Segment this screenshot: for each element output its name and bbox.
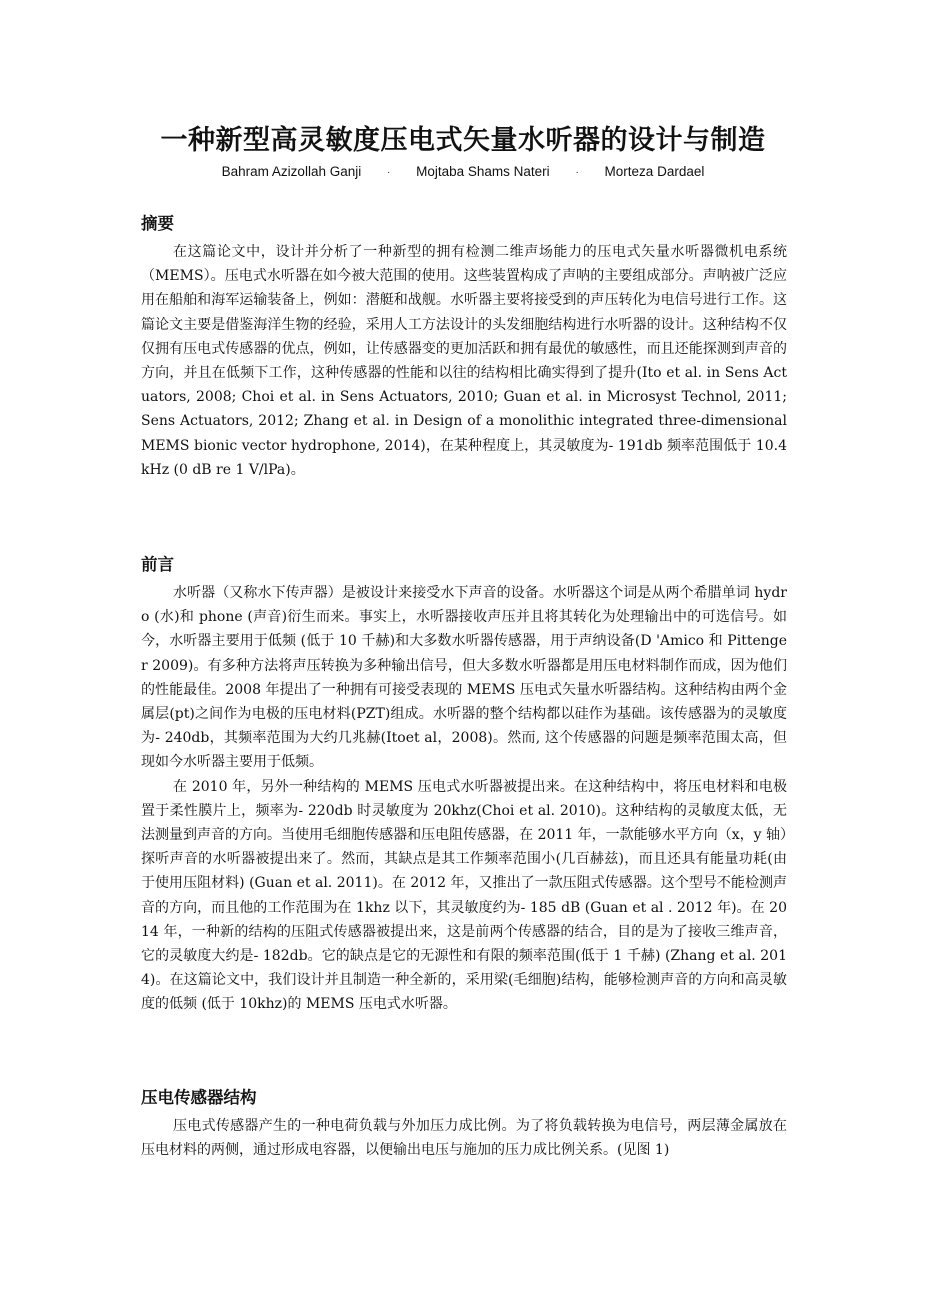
paper-title: 一种新型高灵敏度压电式矢量水听器的设计与制造	[160, 125, 766, 156]
body-paragraph: 水听器（又称水下传声器）是被设计来接受水下声音的设备。水听器这个词是从两个希腊单词 hydro (水)和 phone (声音)衍生而来。事实上，水听器接收声压并且将其转化为处理输出中的可选信号。如今，水听器主要用于低频 (低于 10 千赫)和大多数水听器传感器，用于声纳设备(D 'Amico 和 Pittenger 2009)。有多种方法将声压转换为多种输出信号，但大多数水听器都是用压电材料制作而成，因为他们的性能最佳。2008 年提出了一种拥有可接受表现的 MEMS 压电式矢量水听器结构。这种结构由两个金属层(pt)之间作为电极的压电材料(PZT)组成。水听器的整个结构都以硅作为基础。该传感器为的灵敏度为- 240db，其频率范围为大约几兆赫(Itoet al，2008)。然而, 这个传感器的问题是频率范围太高，但现如今水听器主要用于低频。	[141, 585, 787, 771]
author-separator: ·	[575, 166, 579, 178]
section-heading: 前言	[141, 555, 174, 574]
author-name: Bahram Azizollah Ganji	[221, 164, 362, 179]
abstract-section	[141, 210, 787, 482]
section-heading: 摘要	[141, 214, 174, 233]
author-list	[0, 164, 926, 179]
author-separator: ·	[387, 166, 391, 178]
body-paragraph: 压电式传感器产生的一种电荷负载与外加压力成比例。为了将负载转换为电信号，两层薄金属放在压电材料的两侧，通过形成电容器，以便输出电压与施加的压力成比例关系。(见图 1)	[141, 1118, 787, 1159]
author-name: Morteza Dardael	[604, 164, 705, 179]
introduction-section	[141, 551, 787, 1017]
abstract-paragraph: 在这篇论文中，设计并分析了一种新型的拥有检测二维声场能力的压电式矢量水听器微机电系统（MEMS）。压电式水听器在如今被大范围的使用。这些装置构成了声呐的主要组成部分。声呐被广泛应用在船舶和海军运输装备上，例如：潜艇和战舰。水听器主要将接受到的声压转化为电信号进行工作。这篇论文主要是借鉴海洋生物的经验，采用人工方法设计的头发细胞结构进行水听器的设计。这种结构不仅仅拥有压电式传感器的优点，例如，让传感器变的更加活跃和拥有最优的敏感性，而且还能探测到声音的方向，并且在低频下工作，这种传感器的性能和以往的结构相比确实得到了提升(Ito et al. in Sens Actuators, 2008; Choi et al. in Sens Actuators, 2010; Guan et al. in Microsyst Technol, 2011; Sens Actuators, 2012; Zhang et al. in Design of a monolithic integrated three-dimensional MEMS bionic vector hydrophone, 2014)，在某种程度上，其灵敏度为- 191db 频率范围低于 10.4 kHz (0 dB re 1 V/lPa)。	[141, 244, 787, 478]
piezo-structure-section	[141, 1084, 787, 1162]
section-heading: 压电传感器结构	[141, 1088, 257, 1107]
body-paragraph: 在 2010 年，另外一种结构的 MEMS 压电式水听器被提出来。在这种结构中，将压电材料和电极置于柔性膜片上，频率为- 220db 时灵敏度为 20khz(Choi et al. 2010)。这种结构的灵敏度太低，无法测量到声音的方向。当使用毛细胞传感器和压电阻传感器，在 2011 年，一款能够水平方向（x，y 轴）探听声音的水听器被提出来了。然而，其缺点是其工作频率范围小(几百赫兹)，而且还具有能量功耗(由于使用压阻材料) (Guan et al. 2011)。在 2012 年，又推出了一款压阻式传感器。这个型号不能检测声音的方向，而且他的工作范围为在 1khz 以下，其灵敏度约为- 185 dB (Guan et al . 2012 年)。在 2014 年，一种新的结构的压阻式传感器被提出来，这是前两个传感器的结合，目的是为了接收三维声音，它的灵敏度大约是- 182db。它的缺点是它的无源性和有限的频率范围(低于 1 千赫) (Zhang et al. 2014)。在这篇论文中，我们设计并且制造一种全新的，采用梁(毛细胞)结构，能够检测声音的方向和高灵敏度的低频 (低于 10khz)的 MEMS 压电式水听器。	[141, 778, 787, 1013]
author-name: Mojtaba Shams Nateri	[416, 164, 550, 179]
